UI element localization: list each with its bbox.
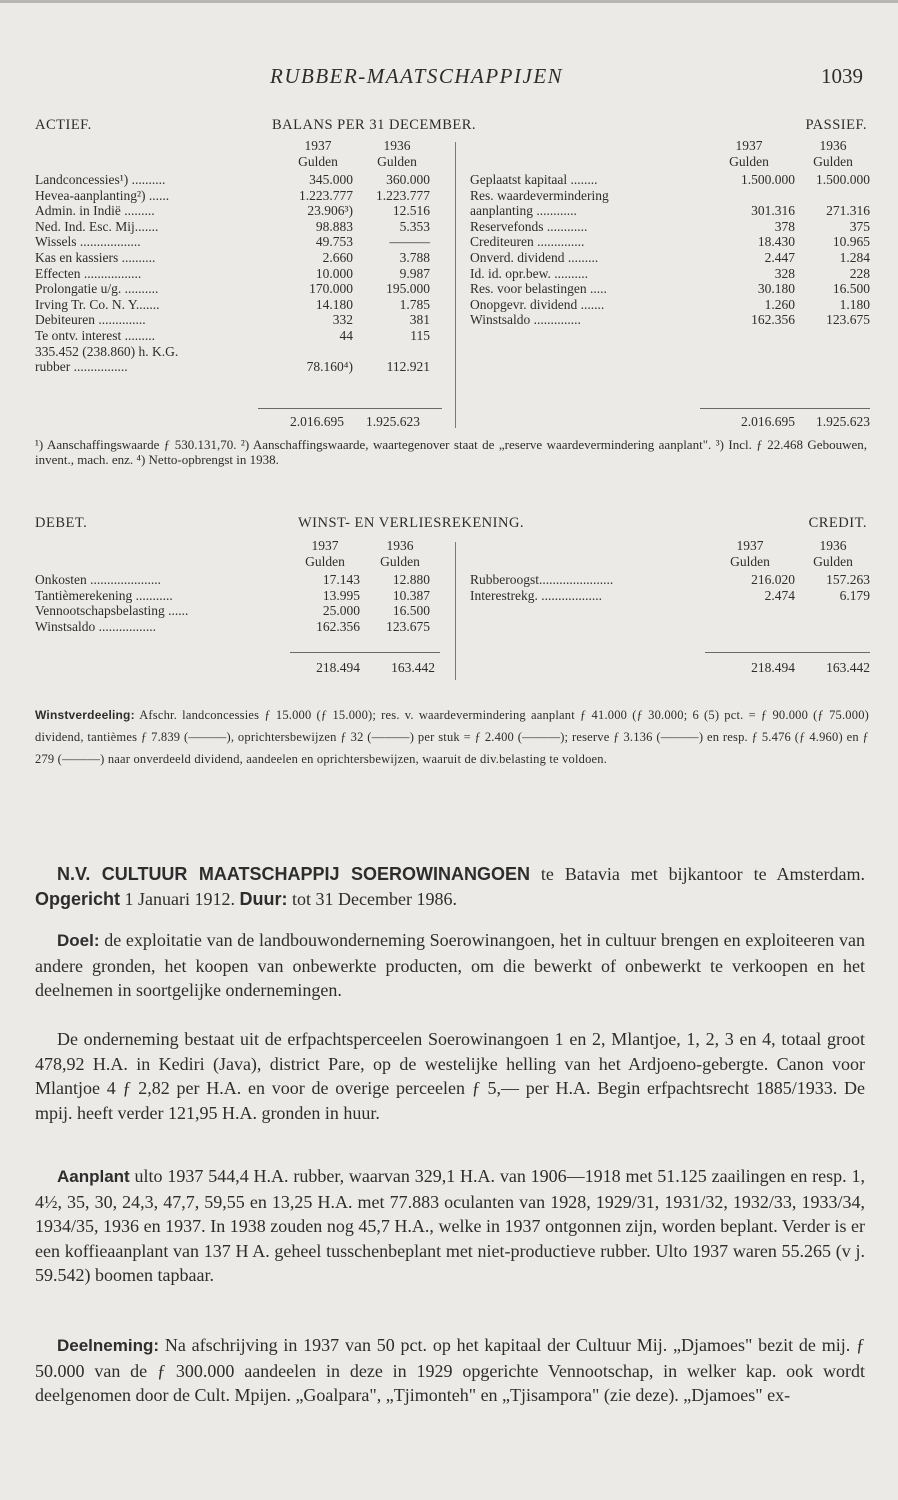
table-row: [470, 266, 870, 282]
page-number: 1039: [821, 64, 863, 88]
winst-credit-heading: CREDIT.: [808, 515, 867, 531]
value-1936: 123.675: [826, 312, 870, 328]
value-1937: 18.430: [757, 234, 795, 250]
row-label: Onverd. dividend .........: [470, 249, 599, 265]
table-row: [35, 603, 435, 619]
table-row: [470, 312, 870, 328]
table-row: [35, 203, 435, 219]
row-label: rubber ................: [35, 359, 128, 375]
table-row: [35, 297, 435, 313]
company-name: N.V. CULTUUR MAATSCHAPPIJ SOEROWINANGOEN: [57, 864, 530, 884]
winst-debet-heading: DEBET.: [35, 515, 88, 531]
top-border: [0, 0, 898, 3]
table-row: [35, 234, 435, 250]
table-row: [470, 588, 870, 604]
debet-total-1936: 163.442: [391, 660, 435, 675]
debet-col-1937-header: 1937 Gulden: [305, 538, 345, 569]
value-1937: 13.995: [322, 587, 360, 603]
passief-total-rule: [700, 408, 870, 409]
table-row: [35, 219, 435, 235]
balans-actief-heading: ACTIEF.: [35, 117, 92, 133]
row-label: Res. waardevermindering: [470, 187, 609, 203]
value-1936: 360.000: [386, 172, 430, 187]
row-label: Id. id. opr.bew. ..........: [470, 265, 588, 281]
value-1937: 30.180: [757, 281, 795, 297]
credit-total-rule: [705, 652, 870, 653]
actief-total-1936: 1.925.623: [366, 414, 420, 429]
row-label: Res. voor belastingen .....: [470, 281, 607, 297]
row-label: Geplaatst kapitaal ........: [470, 172, 598, 187]
value-1936: 1.500.000: [816, 172, 870, 187]
value-1936: 9.987: [399, 265, 430, 281]
actief-col-1937-header: 1937 Gulden: [298, 138, 338, 169]
actief-total-1937: 2.016.695: [290, 414, 344, 429]
value-1937: 10.000: [315, 265, 353, 281]
row-label: Winstsaldo ..............: [470, 312, 581, 328]
value-1937: 345.000: [309, 172, 353, 187]
table-row: [35, 328, 435, 344]
value-1937: 1.500.000: [741, 172, 795, 187]
table-row: [35, 188, 435, 204]
table-row: [35, 312, 435, 328]
passief-total-1936: 1.925.623: [816, 414, 870, 429]
value-1936: 381: [409, 312, 430, 328]
running-title: RUBBER-MAATSCHAPPIJEN: [270, 64, 564, 88]
table-row: [35, 266, 435, 282]
credit-col-1936-header: 1936 Gulden: [813, 538, 853, 569]
onderneming-paragraph: De onderneming bestaat uit de erfpachtsperceelen Soerowinangoen 1 en 2, Mlantjoe, 1, 2, 3 en 4, totaal groot 478,92 H.A. in Kediri (Java), district Pare, op de westelijke helling van het Ardjoeno-gebergte. Canon voor Mlantjoe 4 ƒ 2,82 per H.A. en voor de overige perceelen ƒ 5,— per H.A. Begin erfpachtsrecht 1885/1933. De mpij. heeft verder 121,95 H.A. gronden in huur.: [35, 1029, 865, 1123]
table-row: [470, 572, 870, 588]
value-1936: 123.675: [386, 618, 430, 634]
debet-table: [35, 572, 435, 634]
value-1937: 301.316: [751, 203, 795, 219]
table-row: [470, 297, 870, 313]
credit-total-1937: 218.494: [751, 660, 795, 675]
value-1937: 49.753: [315, 234, 353, 250]
actief-total-rule: [258, 408, 442, 409]
row-label: Reservefonds ............: [470, 218, 588, 234]
value-1937: 14.180: [315, 296, 353, 312]
table-row: [35, 250, 435, 266]
value-1937: 17.143: [322, 572, 360, 587]
aanplant-paragraph: Aanplant ulto 1937 544,4 H.A. rubber, waarvan 329,1 H.A. van 1906—1918 met 51.125 zaailingen en resp. 1, 4½, 35, 30, 24,3, 47,7, 59,55 en 13,25 H.A. met 77.883 oculanten van 1928, 1929/31, 1931/32, 1932/33, 1933/34, 1934/35, 1936 en 1937. In 1938 zouden nog 45,7 H.A., welke in 1937 ontgonnen zijn, worden beplant. Verder is er een koffieaanplant van 137 H A. geheel tusschenbeplant met niet-productieve rubber. Ulto 1937 waren 55.265 (v j. 59.542) boomen tapbaar.: [35, 1166, 865, 1286]
value-1937: 216.020: [751, 572, 795, 587]
balans-title: BALANS PER 31 DECEMBER.: [272, 117, 477, 133]
aanplant-label: Aanplant: [57, 1167, 130, 1186]
table-row: [35, 619, 435, 635]
deelneming-label: Deelneming:: [57, 1336, 160, 1355]
value-1937: 44: [339, 327, 353, 343]
value-1937: 332: [332, 312, 353, 328]
value-1937: 378: [774, 218, 795, 234]
row-label: Irving Tr. Co. N. Y.......: [35, 296, 160, 312]
value-1937: 1.223.777: [299, 187, 353, 203]
value-1936: ———: [389, 234, 430, 250]
row-label: Hevea-aanplanting²) ......: [35, 187, 170, 203]
value-1937: 2.660: [322, 249, 353, 265]
company-paragraph: N.V. CULTUUR MAATSCHAPPIJ SOEROWINANGOEN te Batavia met bijkantoor te Amsterdam. Opgericht 1 Januari 1912. Duur: tot 31 December 1986.: [35, 864, 865, 909]
table-row: [470, 219, 870, 235]
value-1937: 328: [774, 265, 795, 281]
table-row: [470, 203, 870, 219]
value-1936: 1.284: [839, 249, 870, 265]
value-1936: 16.500: [832, 281, 870, 297]
debet-col-1936-header: 1936 Gulden: [380, 538, 420, 569]
value-1936: 1.180: [839, 296, 870, 312]
value-1936: 271.316: [826, 203, 870, 219]
credit-total-1936: 163.442: [826, 660, 870, 675]
actief-col-1936-header: 1936 Gulden: [377, 138, 417, 169]
table-row: [35, 359, 435, 375]
balans-passief-heading: PASSIEF.: [805, 117, 867, 133]
opgericht-label: Opgericht: [35, 888, 121, 909]
row-label: Onopgevr. dividend .......: [470, 296, 605, 312]
value-1936: 112.921: [386, 359, 430, 375]
value-1936: 12.880: [392, 572, 430, 587]
passief-total-1937: 2.016.695: [741, 414, 795, 429]
value-1936: 10.965: [832, 234, 870, 250]
value-1936: 1.785: [399, 296, 430, 312]
row-label: Crediteuren ..............: [470, 234, 585, 250]
value-1936: 12.516: [392, 203, 430, 219]
row-label: aanplanting ............: [470, 203, 577, 219]
doel-label: Doel:: [57, 931, 100, 950]
duur-label: Duur:: [239, 888, 288, 909]
value-1936: 5.353: [399, 218, 430, 234]
row-label: Tantièmerekening ...........: [35, 587, 173, 603]
row-label: Prolongatie u/g. ..........: [35, 281, 159, 297]
balans-footnotes: ¹) Aanschaffingswaarde ƒ 530.131,70. ²) Aanschaffingswaarde, waartegenover staat de „reserve waardevermindering aanplant". ³) Incl. ƒ 22.468 Gebouwen, invent., mach. enz. ⁴) Netto-opbrengst in 1938.: [35, 437, 867, 467]
row-label: Kas en kassiers ..........: [35, 249, 156, 265]
row-label: Ned. Ind. Esc. Mij.......: [35, 218, 159, 234]
value-1936: 157.263: [826, 572, 870, 587]
value-1936: 115: [410, 327, 430, 343]
row-label: Effecten .................: [35, 265, 142, 281]
credit-table: [470, 572, 870, 603]
value-1936: 228: [849, 265, 870, 281]
value-1936: 1.223.777: [376, 187, 430, 203]
value-1937: 25.000: [322, 603, 360, 619]
value-1937: 162.356: [751, 312, 795, 328]
table-row: [35, 281, 435, 297]
value-1937: 23.906³): [307, 203, 353, 219]
table-row: [35, 588, 435, 604]
table-row: [35, 572, 435, 588]
value-1937: 98.883: [315, 218, 353, 234]
table-row: [470, 188, 870, 204]
value-1936: 10.387: [392, 587, 430, 603]
row-label: Rubberoogst......................: [470, 572, 614, 587]
passief-col-1937-header: 1937 Gulden: [729, 138, 769, 169]
debet-total-1937: 218.494: [316, 660, 360, 675]
value-1936: 6.179: [839, 587, 870, 603]
row-label: Vennootschapsbelasting ......: [35, 603, 189, 619]
winstverdeeling-label: Winstverdeeling:: [35, 708, 135, 722]
table-row: [470, 281, 870, 297]
table-row: [470, 250, 870, 266]
value-1936: 3.788: [399, 249, 430, 265]
table-row: [470, 234, 870, 250]
row-label: Landconcessies¹) ..........: [35, 172, 166, 187]
deelneming-paragraph: Deelneming: Na afschrijving in 1937 van 50 pct. op het kapitaal der Cultuur Mij. „Djamoes" bezit de mij. ƒ 50.000 van de ƒ 300.000 aandeelen in deze in 1929 opgerichte Vennootschap, in welker kap. ook wordt deelgenomen door de Cult. Mpijen. „Goalpara", „Tjimonteh" en „Tjisampora" (zie deze). „Djamoes" ex-: [35, 1335, 865, 1406]
passief-table: [470, 172, 870, 328]
table-row: [470, 172, 870, 188]
balans-divider: [455, 142, 456, 428]
table-row: [35, 172, 435, 188]
row-label: Debiteuren ..............: [35, 312, 146, 328]
debet-total-rule: [290, 652, 440, 653]
value-1937: 170.000: [309, 281, 353, 297]
winstverdeeling-paragraph: [35, 705, 869, 770]
value-1936: 375: [849, 218, 870, 234]
passief-col-1936-header: 1936 Gulden: [813, 138, 853, 169]
row-label: Wissels ..................: [35, 234, 141, 250]
winst-title: WINST- EN VERLIESREKENING.: [298, 515, 525, 531]
credit-col-1937-header: 1937 Gulden: [730, 538, 770, 569]
value-1937: 2.447: [764, 249, 795, 265]
row-label: Winstsaldo .................: [35, 618, 156, 634]
value-1936: 195.000: [386, 281, 430, 297]
row-label: Admin. in Indië .........: [35, 203, 155, 219]
actief-table: [35, 172, 435, 375]
row-label: Te ontv. interest .........: [35, 327, 156, 343]
value-1937: 78.160⁴): [306, 359, 353, 375]
doel-paragraph: Doel: de exploitatie van de landbouwonderneming Soerowinangoen, het in cultuur brengen en exploiteeren van andere gronden, het koopen van onbewerkte producten, om die bewerkt of onbewerkt te verkoopen en het deelnemen in soortgelijke ondernemingen.: [35, 930, 865, 1001]
row-label: 335.452 (238.860) h. K.G.: [35, 343, 179, 359]
table-row: [35, 344, 435, 360]
value-1937: 2.474: [764, 587, 795, 603]
value-1936: 16.500: [392, 603, 430, 619]
row-label: Interestrekg. ..................: [470, 587, 602, 603]
winst-divider: [455, 542, 456, 680]
value-1937: 1.260: [764, 296, 795, 312]
value-1937: 162.356: [316, 618, 360, 634]
row-label: Onkosten .....................: [35, 572, 161, 587]
winstverdeeling-text: Afschr. landconcessies ƒ 15.000 (ƒ 15.000); res. v. waardevermindering aanplant ƒ 41.000 (ƒ 30.000; 6 (5) pct. = ƒ 90.000 (ƒ 75.000) dividend, tantièmes ƒ 7.839 (———), oprichtersbewijzen ƒ 32 (———) per stuk = ƒ 2.400 (———); reserve ƒ 3.136 (———) en resp. ƒ 5.476 (ƒ 4.960) en ƒ 279 (———) naar onverdeeld dividend, aandeelen en oprichtersbewijzen, waaruit de div.belasting te voldoen.: [35, 708, 870, 766]
